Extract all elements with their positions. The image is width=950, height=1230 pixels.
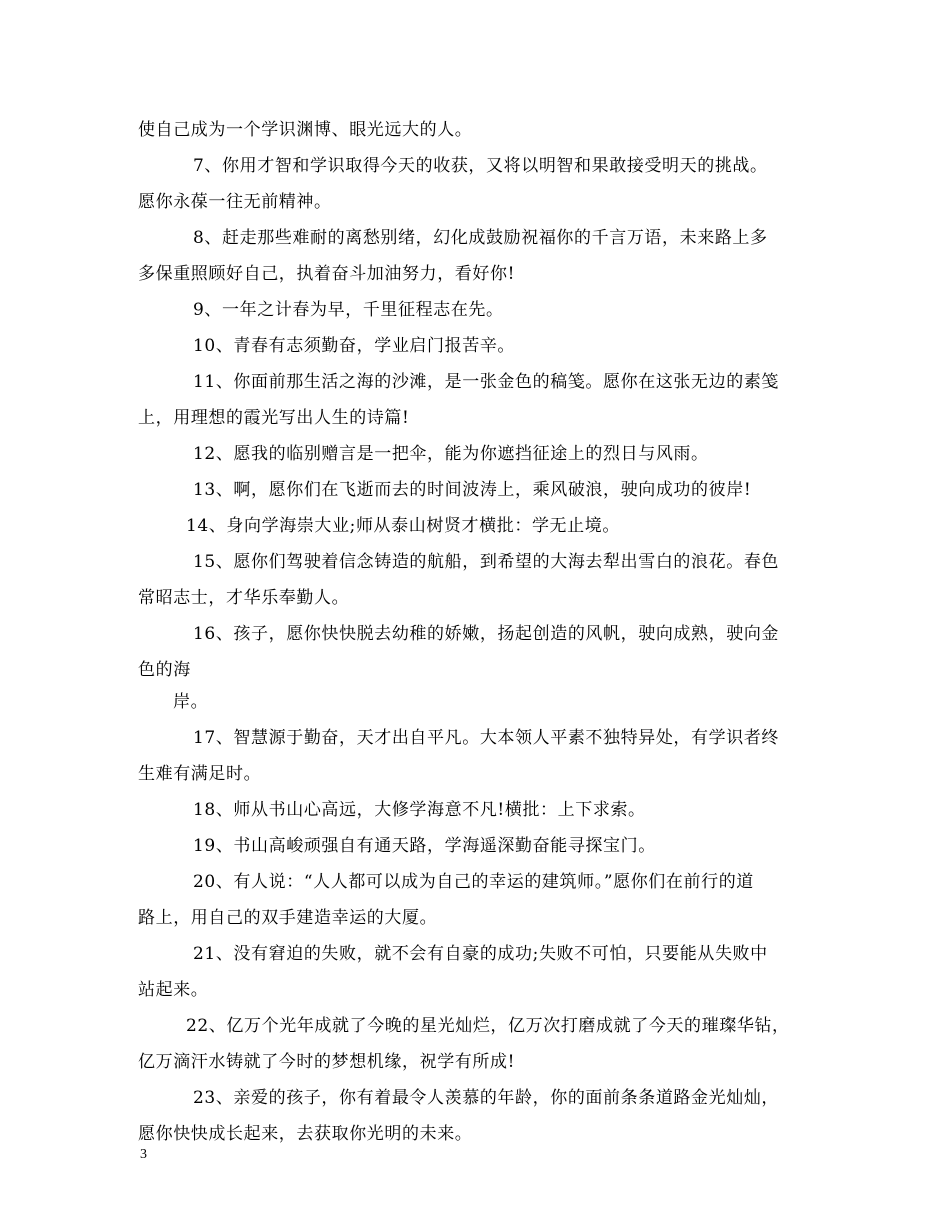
text-line: 岸。	[173, 692, 209, 712]
text-line: 9、一年之计春为早，千里征程志在先。	[193, 300, 504, 320]
text-line: 上，用理想的霞光写出人生的诗篇!	[138, 408, 410, 428]
text-line: 使自己成为一个学识渊博、眼光远大的人。	[138, 120, 473, 140]
text-line: 11、你面前那生活之海的沙滩，是一张金色的稿笺。愿你在这张无边的素笺	[193, 372, 780, 392]
text-line: 12、愿我的临别赠言是一把伞，能为你遮挡征途上的烈日与风雨。	[193, 444, 709, 464]
text-line: 14、身向学海崇大业;师从泰山树贤才横批：学无止境。	[186, 516, 620, 536]
text-line: 16、孩子，愿你快快脱去幼稚的娇嫩，扬起创造的风帆，驶向成熟，驶向金	[193, 624, 780, 644]
page-number: 3	[140, 1147, 147, 1162]
text-line: 13、啊，愿你们在飞逝而去的时间波涛上，乘风破浪，驶向成功的彼岸!	[193, 480, 752, 500]
text-line: 17、智慧源于勤奋，天才出自平凡。大本领人平素不独特异处，有学识者终	[193, 728, 780, 748]
text-line: 20、有人说：“人人都可以成为自己的幸运的建筑师。”愿你们在前行的道	[193, 872, 754, 892]
text-line: 21、没有窘迫的失败，就不会有自豪的成功;失败不可怕，只要能从失败中	[193, 944, 768, 964]
text-line: 23、亲爱的孩子，你有着最令人羡慕的年龄，你的面前条条道路金光灿灿，	[193, 1088, 780, 1108]
text-line: 愿你快快成长起来，去获取你光明的未来。	[138, 1124, 473, 1144]
text-line: 路上，用自己的双手建造幸运的大厦。	[138, 908, 438, 928]
text-line: 色的海	[138, 660, 191, 680]
text-line: 15、愿你们驾驶着信念铸造的航船，到希望的大海去犁出雪白的浪花。春色	[193, 552, 780, 572]
text-line: 站起来。	[138, 980, 209, 1000]
text-line: 愿你永葆一往无前精神。	[138, 192, 332, 212]
text-line: 常昭志士，才华乐奉勤人。	[138, 588, 350, 608]
text-line: 19、书山高峻顽强自有通天路，学海遥深勤奋能寻探宝门。	[193, 836, 656, 856]
text-line: 亿万滴汗水铸就了今时的梦想机缘，祝学有所成!	[138, 1052, 516, 1072]
text-line: 10、青春有志须勤奋，学业启门报苦辛。	[193, 336, 516, 356]
text-line: 生难有满足时。	[138, 764, 262, 784]
text-line: 18、师从书山心高远，大修学海意不凡!横批：上下求索。	[193, 800, 646, 820]
text-line: 多保重照顾好自己，执着奋斗加油努力，看好你!	[138, 264, 516, 284]
text-line: 22、亿万个光年成就了今晚的星光灿烂，亿万次打磨成就了今天的璀璨华钻，	[186, 1016, 790, 1036]
text-line: 7、你用才智和学识取得今天的收获，又将以明智和果敢接受明天的挑战。	[193, 156, 768, 176]
text-line: 8、赶走那些难耐的离愁别绪，幻化成鼓励祝福你的千言万语，未来路上多	[193, 228, 768, 248]
